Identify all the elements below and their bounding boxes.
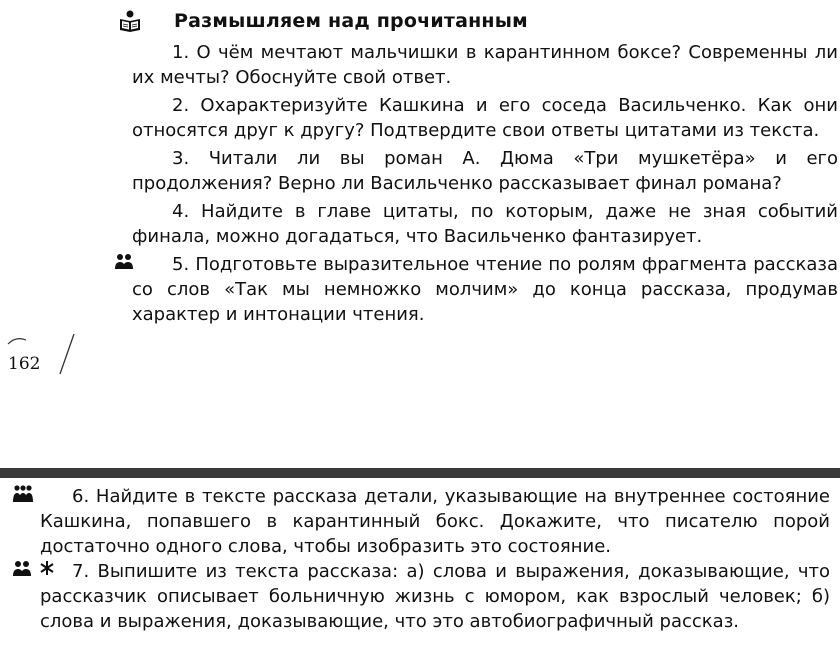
question-text: 5. Подготовьте выразительное чтение по ролям фрагмента рассказа со слов «Так мы немножко молчим» до конца рассказа, продумав характер и интонации чтения. (132, 254, 838, 325)
section-heading (118, 8, 528, 34)
question-text: 4. Найдите в главе цитаты, по которым, даже не зная событий финала, можно догадаться, что Васильченко фантазирует. (132, 201, 838, 247)
group-work-icon (12, 559, 32, 579)
page-number: 162 (8, 354, 41, 374)
question-text: 7. Выпишите из текста рассказа: а) слова и выражения, доказывающие, что рассказчик описывает больничную жизнь с юмором, как взрослый человек; б) слова и выражения, доказывающие, что это автобиографичный рассказ. (40, 561, 830, 632)
book-reader-icon (118, 10, 142, 32)
question-3 (132, 146, 838, 196)
group-work-icon (114, 252, 134, 272)
page-divider (0, 468, 840, 478)
question-6 (40, 484, 830, 559)
question-7 (40, 559, 830, 634)
section-title: Размышляем над прочитанным (174, 10, 528, 32)
question-2 (132, 93, 838, 143)
question-4 (132, 199, 838, 249)
question-5 (132, 252, 838, 327)
question-text: 3. Читали ли вы роман А. Дюма «Три мушкетёра» и его продолжения? Верно ли Васильченко рассказывает финал романа? (132, 148, 838, 194)
group-work-icon (12, 484, 32, 504)
question-1 (132, 40, 838, 90)
question-text: 1. О чём мечтают мальчишки в карантинном боксе? Современны ли их мечты? Обоснуйте свой ответ. (132, 42, 838, 88)
question-text: 2. Охарактеризуйте Кашкина и его соседа Васильченко. Как они относятся друг к другу? Подтвердите свои ответы цитатами из текста. (132, 95, 838, 141)
question-text: 6. Найдите в тексте рассказа детали, указывающие на внутреннее состояние Кашкина, попавшего в карантинный бокс. Докажите, что писателю порой достаточно одного слова, чтобы изобразить это состояние. (40, 486, 830, 557)
